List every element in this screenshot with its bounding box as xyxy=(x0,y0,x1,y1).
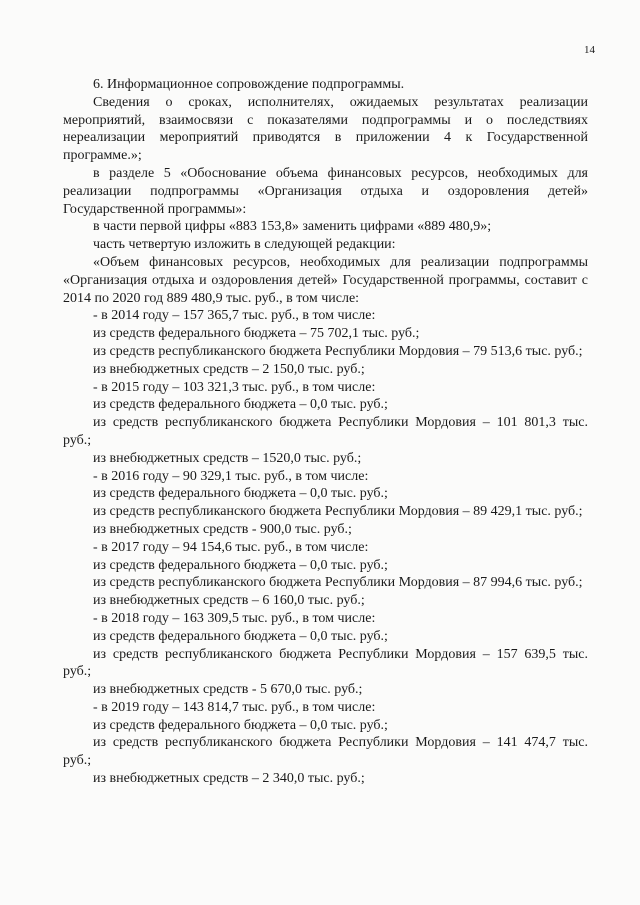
budget-source-line: из средств федерального бюджета – 0,0 тыс. руб.; xyxy=(93,557,388,573)
budget-year-line: - в 2019 году – 143 814,7 тыс. руб., в том числе: xyxy=(93,699,376,715)
budget-source-line: из средств федерального бюджета – 0,0 тыс. руб.; xyxy=(93,717,388,733)
paragraph: «Объем финансовых ресурсов, необходимых для реализации подпрограммы «Организация отдыха и оздоровления детей» Государственной программы, составит с 2014 по 2020 год 889 480,9 тыс. руб., в том числе: xyxy=(63,254,588,306)
budget-source-line: из средств республиканского бюджета Республики Мордовия – 79 513,6 тыс. руб.; xyxy=(93,343,583,359)
page-number: 14 xyxy=(584,44,595,56)
budget-year-line: - в 2015 году – 103 321,3 тыс. руб., в том числе: xyxy=(93,379,376,395)
paragraph: часть четвертую изложить в следующей редакции: xyxy=(93,237,396,253)
budget-source-line: из средств республиканского бюджета Республики Мордовия – 101 801,3 тыс. руб.; xyxy=(63,415,588,448)
budget-source-line: из средств республиканского бюджета Республики Мордовия – 87 994,6 тыс. руб.; xyxy=(93,575,583,591)
budget-source-line: из внебюджетных средств - 900,0 тыс. руб.; xyxy=(93,521,352,537)
budget-source-line: из внебюджетных средств – 2 340,0 тыс. руб.; xyxy=(93,771,365,787)
budget-source-line: из средств федерального бюджета – 0,0 тыс. руб.; xyxy=(93,397,388,413)
budget-source-line: из внебюджетных средств – 1520,0 тыс. руб.; xyxy=(93,450,362,466)
budget-source-line: из средств республиканского бюджета Республики Мордовия – 89 429,1 тыс. руб.; xyxy=(93,504,583,520)
budget-source-line: из средств республиканского бюджета Республики Мордовия – 141 474,7 тыс. руб.; xyxy=(63,735,588,769)
budget-year-line: - в 2016 году – 90 329,1 тыс. руб., в том числе: xyxy=(93,468,369,484)
document-body xyxy=(63,76,588,788)
budget-year-line: - в 2018 году – 163 309,5 тыс. руб., в том числе: xyxy=(93,610,376,626)
budget-year-line: - в 2014 году – 157 365,7 тыс. руб., в том числе: xyxy=(93,308,376,324)
paragraph: Сведения о сроках, исполнителях, ожидаемых результатах реализации мероприятий, взаимосвязи с показателями подпрограммы и о последствиях нереализации мероприятий приводятся в приложении 4 к Государственной программе.»; xyxy=(63,94,588,164)
budget-year-line: - в 2017 году – 94 154,6 тыс. руб., в том числе: xyxy=(93,539,369,555)
budget-source-line: из средств федерального бюджета – 0,0 тыс. руб.; xyxy=(93,628,388,644)
budget-source-line: из средств федерального бюджета – 75 702,1 тыс. руб.; xyxy=(93,326,420,342)
budget-source-line: из средств федерального бюджета – 0,0 тыс. руб.; xyxy=(93,486,388,502)
budget-source-line: из внебюджетных средств – 2 150,0 тыс. руб.; xyxy=(93,361,365,377)
section-heading: 6. Информационное сопровождение подпрограммы. xyxy=(93,77,405,92)
budget-source-line: из средств республиканского бюджета Республики Мордовия – 157 639,5 тыс. руб.; xyxy=(63,646,588,680)
paragraph: в части первой цифры «883 153,8» заменить цифрами «889 480,9»; xyxy=(93,219,492,235)
budget-source-line: из внебюджетных средств - 5 670,0 тыс. руб.; xyxy=(93,682,363,698)
budget-source-line: из внебюджетных средств – 6 160,0 тыс. руб.; xyxy=(93,593,365,609)
paragraph: в разделе 5 «Обоснование объема финансовых ресурсов, необходимых для реализации подпрограммы «Организация отдыха и оздоровления детей» Государственной программы»: xyxy=(63,165,588,217)
